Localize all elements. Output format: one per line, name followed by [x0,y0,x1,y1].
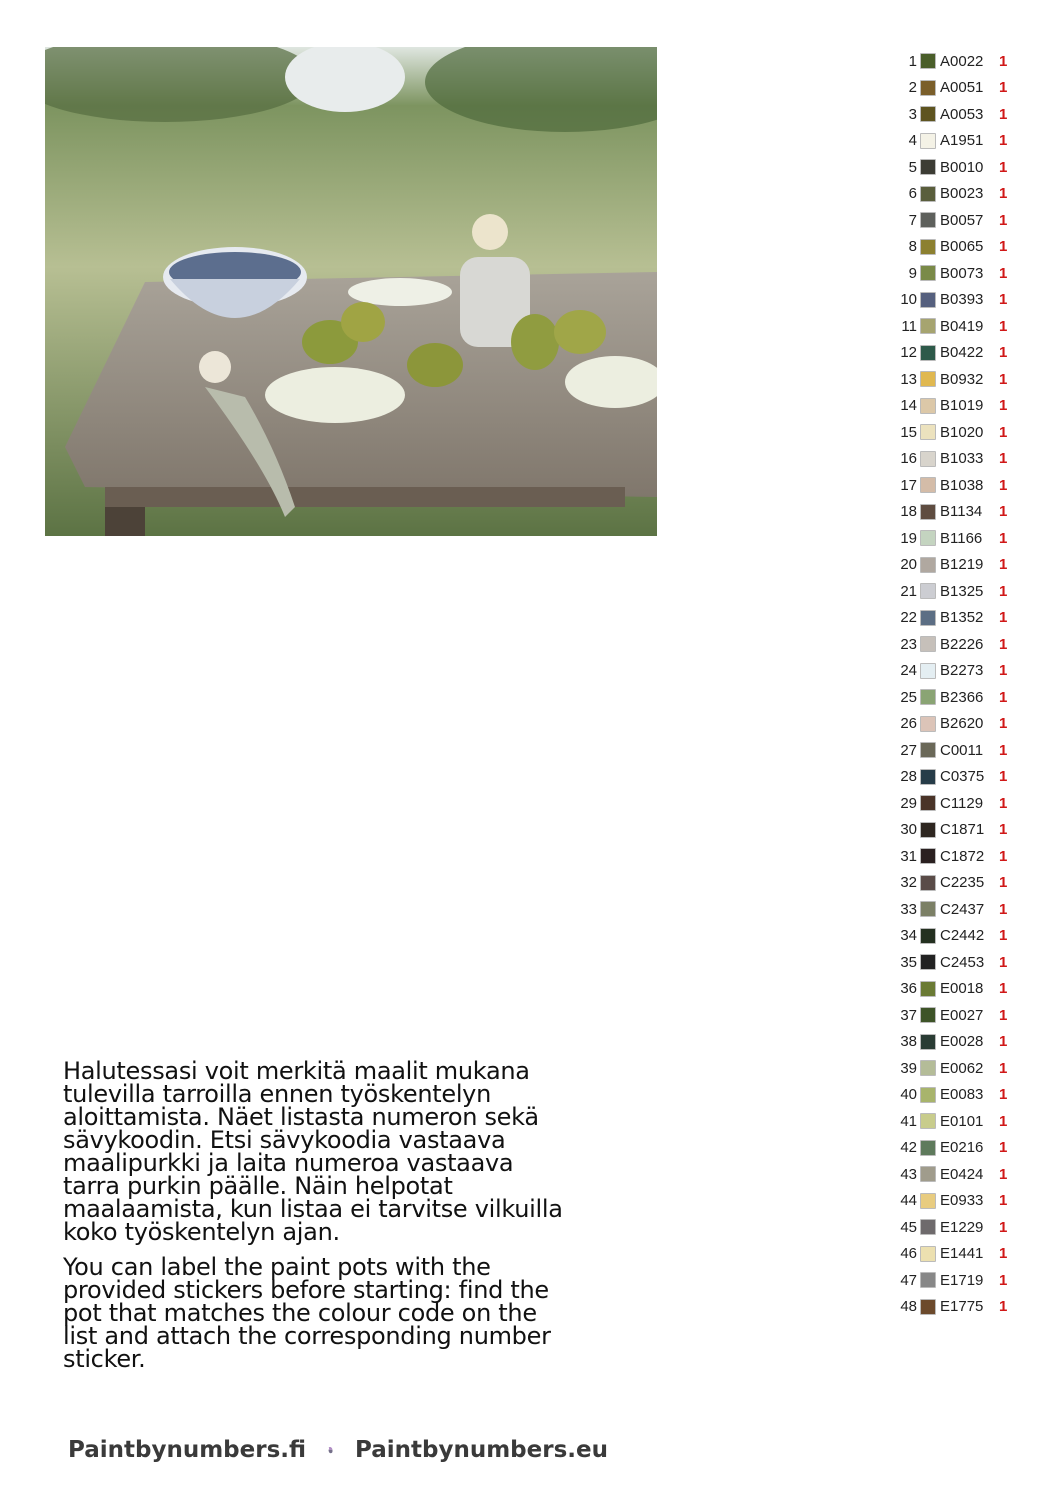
color-quantity: 1 [999,503,1008,521]
color-quantity: 1 [999,291,1008,309]
color-number: 9 [908,264,917,282]
color-swatch [920,1060,936,1076]
color-number: 17 [900,476,917,494]
color-code: E0424 [940,1165,984,1183]
color-number: 16 [900,450,917,468]
reference-painting [45,47,657,536]
color-code: B2366 [940,688,984,706]
text-line: Halutessasi voit merkitä maalit mukana [63,1057,530,1085]
color-swatch [920,610,936,626]
color-code: E0933 [940,1192,984,1210]
color-code: B0010 [940,158,984,176]
color-number: 37 [900,1006,917,1024]
color-swatch [920,345,936,361]
color-quantity: 1 [999,715,1008,733]
color-code: E1775 [940,1298,984,1316]
color-swatch [920,981,936,997]
color-quantity: 1 [999,794,1008,812]
color-quantity: 1 [999,768,1008,786]
color-quantity: 1 [999,423,1008,441]
color-code: B0932 [940,370,984,388]
color-quantity: 1 [999,370,1008,388]
color-number: 10 [900,291,917,309]
color-quantity: 1 [999,185,1008,203]
color-number: 35 [900,953,917,971]
color-swatch [920,504,936,520]
color-swatch [920,80,936,96]
color-quantity: 1 [999,264,1008,282]
color-list-item [890,1082,1020,1109]
color-code: B1038 [940,476,984,494]
color-list-item [890,525,1020,552]
color-quantity: 1 [999,927,1008,945]
color-number: 30 [900,821,917,839]
color-code: B0057 [940,211,984,229]
text-line: tarra purkin päälle. Näin helpotat [63,1172,453,1200]
color-number: 44 [900,1192,917,1210]
color-list-item [890,393,1020,420]
color-number: 11 [901,317,917,335]
color-quantity: 1 [999,741,1008,759]
color-code: B1352 [940,609,984,627]
color-code: A0053 [940,105,984,123]
color-code: E0062 [940,1059,984,1077]
color-quantity: 1 [999,1245,1008,1263]
color-number: 34 [900,927,917,945]
color-swatch [920,106,936,122]
color-code: A1951 [940,132,984,150]
color-swatch [920,769,936,785]
color-code: B0393 [940,291,984,309]
color-quantity: 1 [999,1033,1008,1051]
color-swatch [920,636,936,652]
color-list-item [890,1214,1020,1241]
color-quantity: 1 [999,1006,1008,1024]
color-number: 22 [900,609,917,627]
color-code: B0419 [940,317,984,335]
color-quantity: 1 [999,158,1008,176]
color-code: C0011 [940,741,984,759]
color-swatch [920,530,936,546]
color-number: 13 [900,370,917,388]
color-number: 8 [908,238,917,256]
color-code: B1166 [940,529,983,547]
color-number: 6 [908,185,917,203]
color-quantity: 1 [999,1298,1008,1316]
color-swatch [920,159,936,175]
color-list-item [890,1135,1020,1162]
site-fi-label: Paintbynumbers.fi [68,1437,307,1463]
color-list-item [890,1241,1020,1268]
color-list-item [890,737,1020,764]
color-number: 14 [900,397,917,415]
color-quantity: 1 [999,900,1008,918]
color-number: 48 [900,1298,917,1316]
color-swatch [920,822,936,838]
color-swatch [920,954,936,970]
color-code: E0028 [940,1033,984,1051]
color-quantity: 1 [999,344,1008,362]
color-number: 5 [908,158,917,176]
color-list-item [890,949,1020,976]
color-quantity: 1 [999,317,1008,335]
color-swatch [920,689,936,705]
color-list-item [890,101,1020,128]
color-swatch [920,901,936,917]
color-list-item [890,870,1020,897]
color-list-item [890,499,1020,526]
color-swatch [920,239,936,255]
color-code: B2226 [940,635,984,653]
color-quantity: 1 [999,397,1008,415]
color-quantity: 1 [999,1271,1008,1289]
footer [68,1428,608,1472]
color-swatch [920,398,936,414]
color-swatch [920,928,936,944]
color-number: 31 [900,847,917,865]
color-list-item [890,234,1020,261]
color-swatch [920,1219,936,1235]
color-number: 41 [900,1112,917,1130]
color-list-item [890,366,1020,393]
color-number: 7 [908,211,917,229]
color-swatch [920,318,936,334]
color-number: 20 [900,556,917,574]
color-number: 18 [900,503,917,521]
color-number: 3 [908,105,917,123]
color-code: B0073 [940,264,984,282]
color-list-item [890,1161,1020,1188]
color-quantity: 1 [999,211,1008,229]
color-swatch [920,53,936,69]
text-line: list and attach the corresponding number [63,1322,551,1350]
color-number: 43 [900,1165,917,1183]
color-quantity: 1 [999,980,1008,998]
color-swatch [920,424,936,440]
text-line: sticker. [63,1345,146,1373]
color-quantity: 1 [999,1192,1008,1210]
color-number: 45 [900,1218,917,1236]
color-number: 39 [900,1059,917,1077]
color-list-item [890,605,1020,632]
color-number: 24 [900,662,917,680]
text-line: tulevilla tarroilla ennen työskentelyn [63,1080,491,1108]
color-code: C0375 [940,768,985,786]
text-line: pot that matches the colour code on the [63,1299,537,1327]
color-quantity: 1 [999,529,1008,547]
color-code: B1033 [940,450,984,468]
color-list-item [890,181,1020,208]
color-list-item [890,128,1020,155]
color-swatch [920,583,936,599]
color-code: B2273 [940,662,984,680]
color-number: 46 [900,1245,917,1263]
color-list-item [890,896,1020,923]
color-code: E0216 [940,1139,984,1157]
color-number: 33 [900,900,917,918]
text-line: aloittamista. Näet listasta numeron sekä [63,1103,539,1131]
color-swatch [920,557,936,573]
color-code: B1134 [940,503,983,521]
color-swatch [920,795,936,811]
color-swatch [920,1246,936,1262]
color-number: 1 [908,52,917,70]
text-line: You can label the paint pots with the [63,1253,491,1281]
color-quantity: 1 [999,1139,1008,1157]
color-code: C1872 [940,847,985,865]
color-swatch [920,1034,936,1050]
text-line: provided stickers before starting: find the [63,1276,549,1304]
color-swatch [920,212,936,228]
color-list-item [890,75,1020,102]
color-code: C1129 [940,794,984,812]
color-code: C2453 [940,953,985,971]
color-number: 4 [908,132,917,150]
color-list-item [890,711,1020,738]
instructions-finnish [63,1057,603,1246]
color-swatch [920,292,936,308]
color-list-item [890,1055,1020,1082]
color-list-item [890,1294,1020,1321]
color-number: 29 [900,794,917,812]
color-code: C2442 [940,927,985,945]
text-line: maalaamista, kun listaa ei tarvitse vilkuilla [63,1195,563,1223]
color-list-item [890,552,1020,579]
color-swatch [920,1140,936,1156]
color-list-item [890,472,1020,499]
color-list-item [890,631,1020,658]
color-quantity: 1 [999,847,1008,865]
color-list-item [890,764,1020,791]
color-quantity: 1 [999,609,1008,627]
color-list-item [890,578,1020,605]
color-swatch [920,1087,936,1103]
color-swatch [920,1166,936,1182]
color-swatch [920,371,936,387]
text-line: maalipurkki ja laita numeroa vastaava [63,1149,514,1177]
color-quantity: 1 [999,105,1008,123]
color-list-item [890,287,1020,314]
site-eu-label: Paintbynumbers.eu [355,1437,608,1463]
color-code: E1719 [940,1271,984,1289]
color-quantity: 1 [999,662,1008,680]
color-code: B1219 [940,556,984,574]
color-list-item [890,684,1020,711]
color-number: 36 [900,980,917,998]
color-swatch [920,848,936,864]
color-code: B0422 [940,344,984,362]
color-number: 27 [900,741,917,759]
color-number: 12 [900,344,917,362]
color-code: C2437 [940,900,985,918]
color-code: B1325 [940,582,984,600]
color-number: 42 [900,1139,917,1157]
color-quantity: 1 [999,635,1008,653]
color-swatch [920,1113,936,1129]
color-number: 26 [900,715,917,733]
color-swatch [920,742,936,758]
color-list-item [890,419,1020,446]
color-quantity: 1 [999,556,1008,574]
color-number: 40 [900,1086,917,1104]
color-list-item [890,1002,1020,1029]
color-code: B0065 [940,238,984,256]
text-line: sävykoodin. Etsi sävykoodia vastaava [63,1126,506,1154]
color-code: B2620 [940,715,984,733]
color-number: 2 [908,79,917,97]
color-list [890,48,1020,1320]
color-quantity: 1 [999,688,1008,706]
color-swatch [920,663,936,679]
color-number: 28 [900,768,917,786]
color-list-item [890,658,1020,685]
color-swatch [920,875,936,891]
color-code: E0018 [940,980,984,998]
color-number: 32 [900,874,917,892]
color-list-item [890,446,1020,473]
color-list-item [890,207,1020,234]
color-quantity: 1 [999,953,1008,971]
color-swatch [920,1272,936,1288]
color-swatch [920,265,936,281]
color-code: C2235 [940,874,985,892]
color-list-item [890,790,1020,817]
color-list-item [890,843,1020,870]
color-code: B0023 [940,185,984,203]
color-code: E0101 [940,1112,984,1130]
color-number: 19 [900,529,917,547]
color-swatch [920,1299,936,1315]
color-number: 47 [900,1271,917,1289]
color-quantity: 1 [999,1086,1008,1104]
color-number: 38 [900,1033,917,1051]
color-quantity: 1 [999,79,1008,97]
color-code: A0051 [940,79,984,97]
color-code: E1441 [940,1245,984,1263]
color-list-item [890,923,1020,950]
color-list-item [890,1188,1020,1215]
paint-drop-logo-icon [328,1429,333,1471]
color-quantity: 1 [999,874,1008,892]
color-list-item [890,976,1020,1003]
color-list-item [890,1108,1020,1135]
color-list-item [890,48,1020,75]
color-quantity: 1 [999,1218,1008,1236]
color-code: E1229 [940,1218,984,1236]
color-swatch [920,477,936,493]
color-quantity: 1 [999,1112,1008,1130]
color-number: 21 [900,582,917,600]
color-number: 15 [900,423,917,441]
color-code: C1871 [940,821,985,839]
color-code: B1020 [940,423,984,441]
color-code: E0027 [940,1006,984,1024]
color-quantity: 1 [999,582,1008,600]
color-number: 25 [900,688,917,706]
color-code: A0022 [940,52,984,70]
instructions-english [63,1253,603,1373]
color-quantity: 1 [999,476,1008,494]
color-code: E0083 [940,1086,984,1104]
color-quantity: 1 [999,450,1008,468]
color-swatch [920,186,936,202]
color-list-item [890,313,1020,340]
color-swatch [920,1193,936,1209]
color-swatch [920,451,936,467]
color-quantity: 1 [999,821,1008,839]
color-swatch [920,1007,936,1023]
color-number: 23 [900,635,917,653]
color-list-item [890,260,1020,287]
color-quantity: 1 [999,52,1008,70]
text-line: koko työskentelyn ajan. [63,1218,340,1246]
color-quantity: 1 [999,238,1008,256]
color-swatch [920,716,936,732]
color-swatch [920,133,936,149]
color-code: B1019 [940,397,984,415]
color-quantity: 1 [999,132,1008,150]
color-list-item [890,154,1020,181]
color-quantity: 1 [999,1165,1008,1183]
color-list-item [890,817,1020,844]
color-list-item [890,1029,1020,1056]
color-list-item [890,1267,1020,1294]
color-list-item [890,340,1020,367]
color-quantity: 1 [999,1059,1008,1077]
